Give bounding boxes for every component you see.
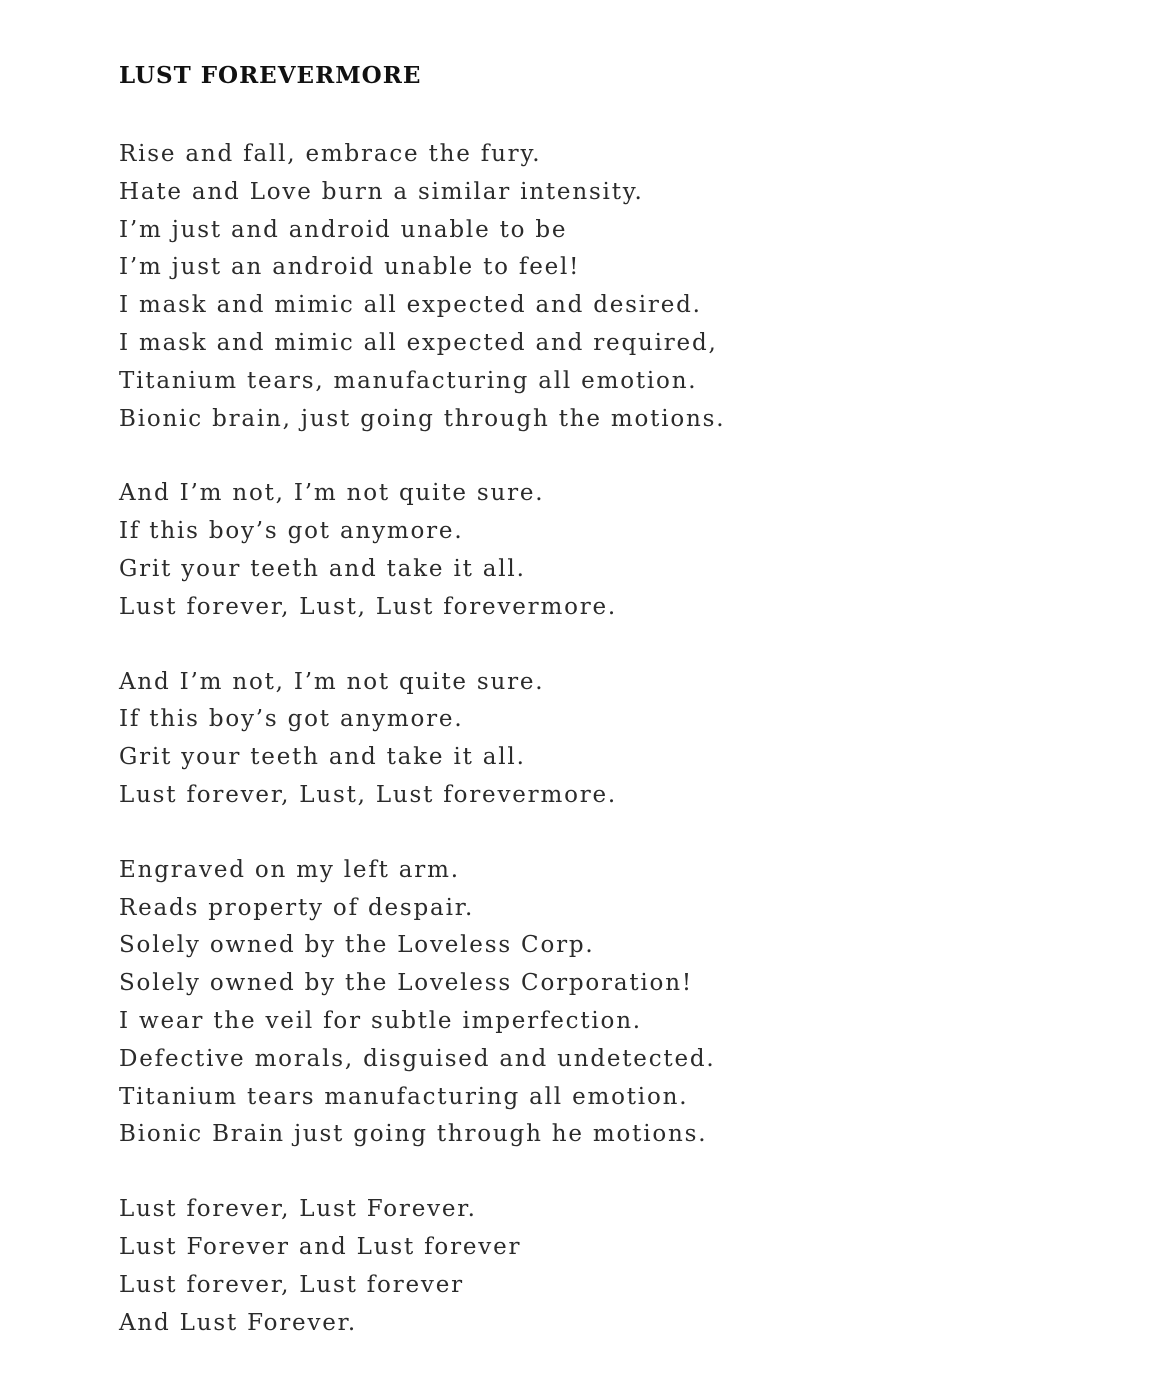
poem-line: Defective morals, disguised and undetected. [119,1045,716,1072]
poem-line: Hate and Love burn a similar intensity. [119,178,644,205]
poem-line: Lust forever, Lust Forever. [119,1196,477,1223]
stanza-1 [119,136,1119,438]
poem-line: I’m just and android unable to be [119,216,568,243]
poem-line: Solely owned by the Loveless Corp. [119,932,595,959]
poem-line: And Lust Forever. [119,1309,358,1336]
poem-line: And I’m not, I’m not quite sure. [119,480,545,507]
poem-line: Reads property of despair. [119,894,475,921]
poem-line: I mask and mimic all expected and desired. [119,292,702,319]
poem-line: Bionic Brain just going through he motions. [119,1121,708,1148]
poem-line: Lust forever, Lust, Lust forevermore. [119,593,618,620]
poem-line: I wear the veil for subtle imperfection. [119,1007,642,1034]
poem-line: If this boy’s got anymore. [119,706,464,733]
stanza-3 [119,664,1119,815]
poem-page [119,58,1119,1379]
poem-line: If this boy’s got anymore. [119,518,464,545]
poem-line: Titanium tears, manufacturing all emotion. [119,367,698,394]
stanza-4 [119,852,1119,1154]
poem-line: Titanium tears manufacturing all emotion. [119,1083,689,1110]
poem-line: I mask and mimic all expected and required, [119,329,718,356]
poem-line: Rise and fall, embrace the fury. [119,141,542,167]
poem-line: Lust forever, Lust forever [119,1271,464,1298]
poem-line: I’m just an android unable to feel! [119,254,581,281]
poem-line: Lust forever, Lust, Lust forevermore. [119,781,618,808]
poem-line: Engraved on my left arm. [119,856,460,883]
poem-line: And I’m not, I’m not quite sure. [119,668,545,695]
stanza-5 [119,1191,1119,1342]
stanza-2 [119,475,1119,626]
poem-line: Bionic brain, just going through the motions. [119,405,726,432]
poem-title: LUST FOREVERMORE [119,62,422,89]
poem-line: Solely owned by the Loveless Corporation! [119,970,693,997]
poem-line: Lust Forever and Lust forever [119,1233,522,1260]
poem-line: Grit your teeth and take it all. [119,555,526,582]
poem-line: Grit your teeth and take it all. [119,744,526,771]
